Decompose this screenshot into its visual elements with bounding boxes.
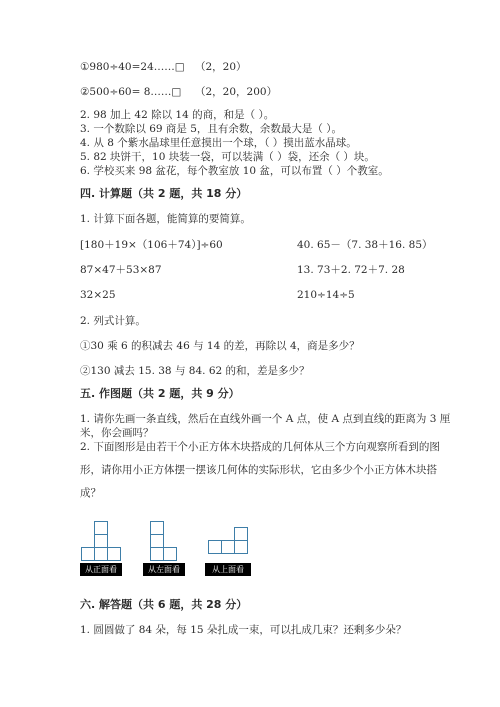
- expression-3: 87×47＋53×87: [80, 264, 162, 276]
- front-view-figure: [80, 515, 122, 577]
- cube-square: [94, 547, 108, 561]
- question-5: 5. 82 块饼干，10 块装一袋，可以装满（ ）袋，还余（ ）块。: [80, 151, 375, 163]
- expression-6: 210÷14÷5: [297, 289, 355, 301]
- word-problem-1: 1. 圆圆做了 84 朵，每 15 朵扎成一束，可以扎成几束？还剩多少朵？: [80, 624, 407, 636]
- top-view-figure: [205, 515, 251, 577]
- left-view-figure: [143, 515, 185, 577]
- expression-5: 32×25: [80, 289, 116, 301]
- sub-question-2-options: （2，20，200）: [195, 86, 278, 98]
- calc-instruction: 1. 计算下面各题，能简算的要简算。: [80, 213, 251, 225]
- question-6: 6. 学校买来 98 盆花，每个教室放 10 盆，可以布置（ ）个教室。: [80, 165, 389, 177]
- cube-square: [150, 547, 164, 561]
- cube-square: [81, 547, 95, 561]
- cube-square: [163, 547, 177, 561]
- expression-2: 40. 65－（7. 38＋16. 85）: [297, 239, 433, 251]
- cube-square: [208, 540, 222, 554]
- question-3: 3. 一个数除以 69 商是 5，且有余数，余数最大是（ ）。: [80, 123, 342, 135]
- sub-question-2: ②500÷60= 8……□: [80, 86, 182, 98]
- word-calc-2: ②130 减去 15. 38 与 84. 62 的和，差是多少？: [80, 365, 310, 377]
- top-view-caption: 从上面看: [205, 563, 251, 576]
- drawing-question-2-line-2: 形，请你用小正方体摆一摆该几何体的实际形状，它由多少个小正方体木块搭: [80, 464, 437, 476]
- cube-square: [107, 547, 121, 561]
- drawing-question-1-line-1: 1. 请你先画一条直线，然后在直线外画一个 A 点，使 A 点到直线的距离为 3 厘: [80, 413, 451, 425]
- front-view-caption: 从正面看: [80, 563, 122, 576]
- cube-square: [150, 521, 164, 535]
- expression-4: 13. 73＋2. 72＋7. 28: [297, 264, 405, 276]
- expression-1: [180＋19×（106＋74）]÷60: [80, 239, 223, 251]
- section-heading-calculation: 四. 计算题（共 2 题，共 18 分）: [80, 187, 248, 200]
- cube-square: [221, 540, 235, 554]
- cube-square: [150, 534, 164, 548]
- cube-square: [234, 527, 248, 541]
- drawing-question-2-line-3: 成？: [80, 487, 101, 499]
- cube-square: [94, 534, 108, 548]
- sub-question-1-options: （2，20）: [195, 61, 247, 73]
- drawing-question-2-line-1: 2. 下面图形是由若干个小正方体木块搭成的几何体从三个方向观察所看到的图: [80, 441, 440, 453]
- drawing-question-1-line-2: 米，你会画吗？: [80, 427, 154, 439]
- word-calc-1: ①30 乘 6 的积减去 46 与 14 的差，再除以 4，商是多少？: [80, 340, 360, 352]
- section-heading-drawing: 五. 作图题（共 2 题，共 9 分）: [80, 387, 240, 400]
- cube-square: [94, 521, 108, 535]
- section-heading-word-problems: 六. 解答题（共 6 题，共 28 分）: [80, 598, 248, 611]
- sub-question-1: ①980÷40=24……□: [80, 61, 185, 73]
- left-view-caption: 从左面看: [143, 563, 185, 576]
- cube-square: [234, 540, 248, 554]
- question-2: 2. 98 加上 42 除以 14 的商，和是（ ）。: [80, 109, 275, 121]
- question-4: 4. 从 8 个紫水晶球里任意摸出一个球，（ ）摸出蓝水晶球。: [80, 137, 357, 149]
- column-calc-instruction: 2. 列式计算。: [80, 315, 146, 327]
